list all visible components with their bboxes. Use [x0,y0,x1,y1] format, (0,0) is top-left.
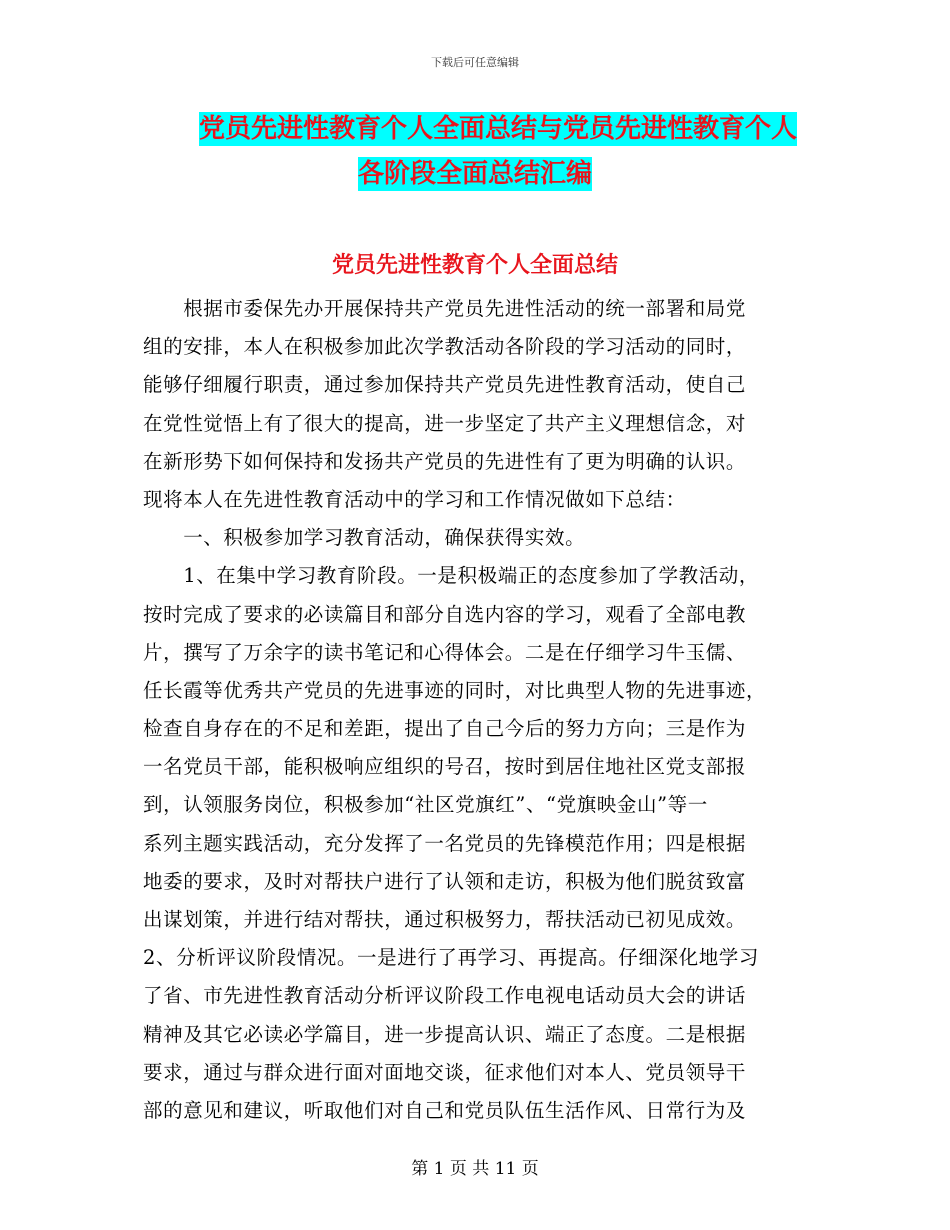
body-line: 系列主题实践活动，充分发挥了一名党员的先锋模范作用；四是根据 [143,831,747,855]
body-line: 2、分析评议阶段情况。一是进行了再学习、再提高。仔细深化地学习 [143,946,760,970]
body-line: 在党性觉悟上有了很大的提高，进一步坚定了共产主义理想信念，对 [143,411,747,435]
body-line: 要求，通过与群众进行面对面地交谈，征求他们对本人、党员领导干 [143,1060,747,1084]
body-line: 一、积极参加学习教育活动，确保获得实效。 [143,526,586,550]
body-line: 按时完成了要求的必读篇目和部分自选内容的学习，观看了全部电教 [143,602,747,626]
document-title-line-2-text: 各阶段全面总结汇编 [357,159,592,189]
body-line: 检查自身存在的不足和差距，提出了自己今后的努力方向；三是作为 [143,717,747,741]
body-line: 组的安排，本人在积极参加此次学教活动各阶段的学习活动的同时， [143,335,747,359]
body-line: 出谋划策，并进行结对帮扶，通过积极努力，帮扶活动已初见成效。 [143,908,747,931]
document-title-line-2 [0,157,950,191]
body-line: 一名党员干部，能积极响应组织的号召，按时到居住地社区党支部报 [143,755,747,779]
body-line: 地委的要求，及时对帮扶户进行了认领和走访，积极为他们脱贫致富 [143,869,747,893]
body-line: 部的意见和建议，听取他们对自己和党员队伍生活作风、日常行为及 [143,1098,747,1122]
document-title-line-1 [23,112,950,146]
body-line: 了省、市先进性教育活动分析评议阶段工作电视电话动员大会的讲话 [143,984,747,1008]
body-line: 在新形势下如何保持和发扬共产党员的先进性有了更为明确的认识。 [143,449,747,473]
section-title: 党员先进性教育个人全面总结 [331,253,618,278]
body-line: 片，撰写了万余字的读书笔记和心得体会。二是在仔细学习牛玉儒、 [143,640,747,664]
body-line: 1、在集中学习教育阶段。一是积极端正的态度参加了学教活动， [143,564,760,588]
header-note: 下载后可任意编辑 [431,56,519,69]
body-line: 根据市委保先办开展保持共产党员先进性活动的统一部署和局党 [143,297,747,320]
body-line: 任长霞等优秀共产党员的先进事迹的同时，对比典型人物的先进事迹， [143,678,767,702]
body-line: 精神及其它必读必学篇目，进一步提高认识、端正了态度。二是根据 [143,1022,747,1046]
body-line: 现将本人在先进性教育活动中的学习和工作情况做如下总结： [143,487,686,511]
document-title-line-1-text: 党员先进性教育个人全面总结与党员先进性教育个人 [198,114,797,144]
page-footer: 第 1 页 共 11 页 [411,1159,539,1179]
body-text [143,290,805,1130]
body-line: 到，认领服务岗位，积极参加“社区党旗红”、“党旗映金山”等一 [143,793,708,817]
body-line: 能够仔细履行职责，通过参加保持共产党员先进性教育活动，使自己 [143,373,747,397]
